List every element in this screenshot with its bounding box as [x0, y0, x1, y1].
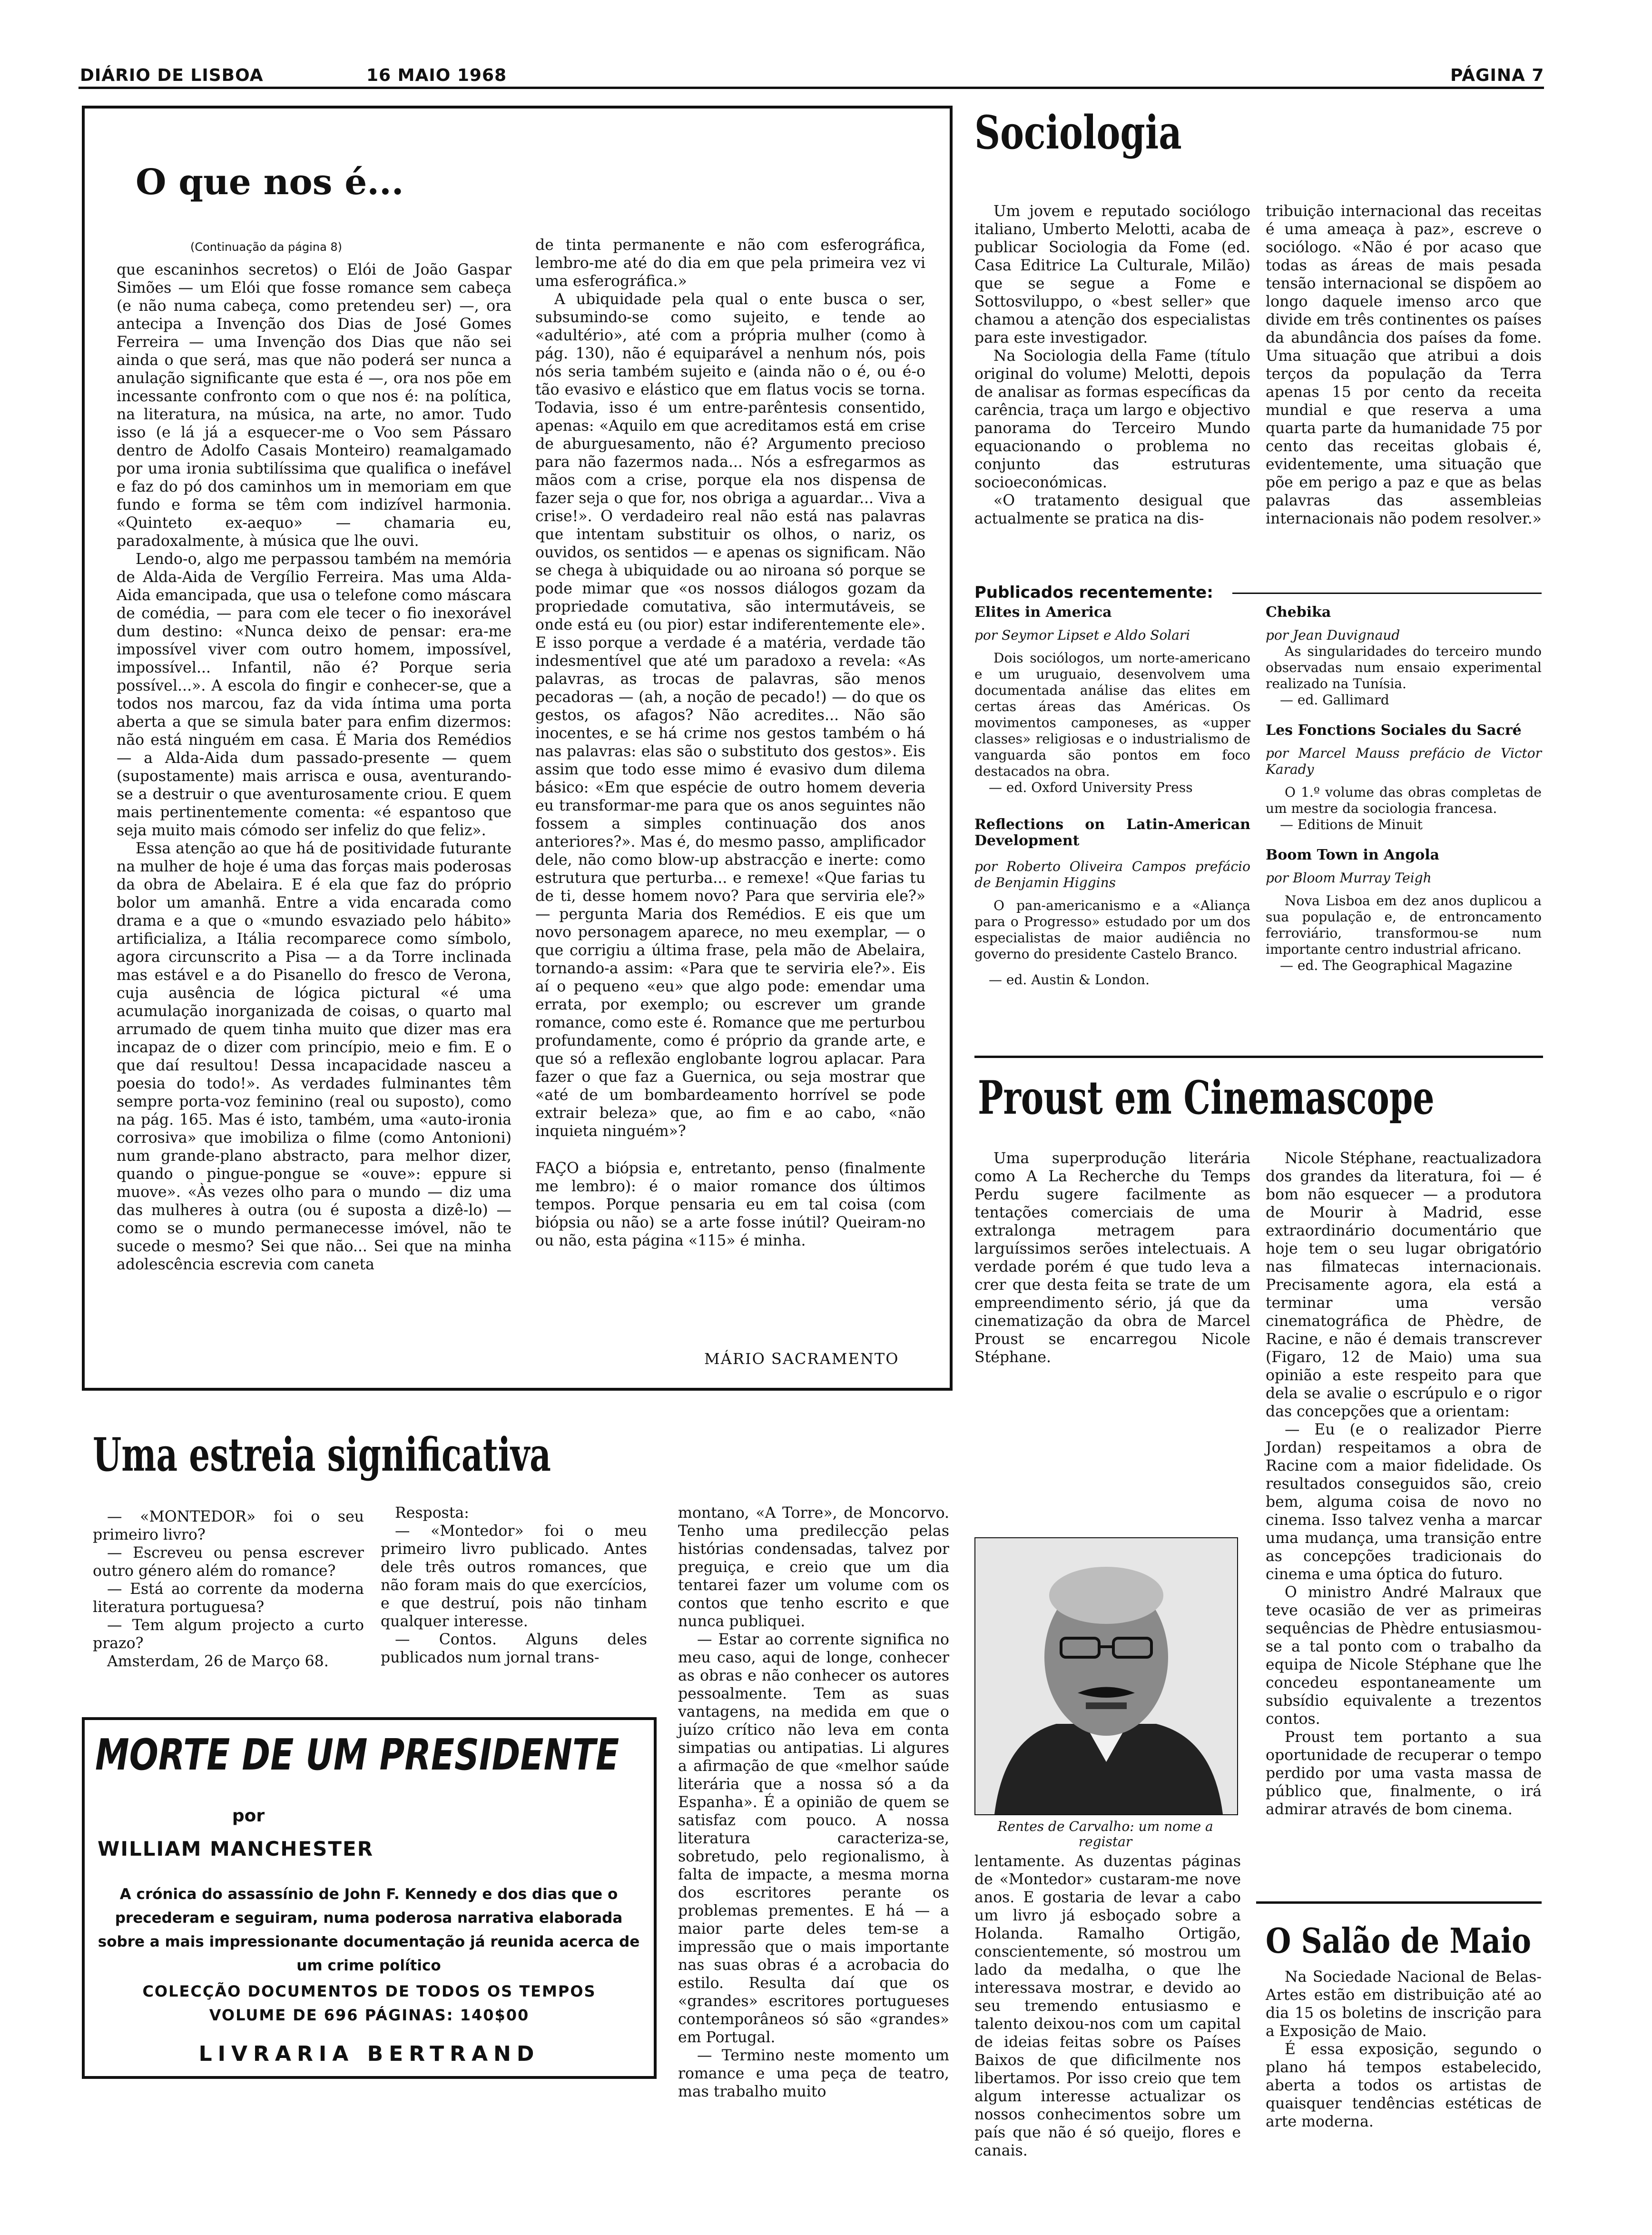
ad-collection: COLECÇÃO DOCUMENTOS DE TODOS OS TEMPOS: [142, 1982, 596, 2000]
estreia-col4: [974, 1852, 1241, 2160]
book-entry: [1266, 722, 1542, 833]
question: — Escreveu ou pensa escrever outro género além do romance?: [93, 1544, 364, 1580]
book-description: O pan-americanismo e a «Aliança para o Progresso» estudado por um dos especialistas de maior audiência no governo do presidente Castelo Branco.: [974, 898, 1250, 962]
header-rule: [79, 87, 1544, 89]
paragraph: Na Sociologia della Fame (título original do volume) Melotti, depois de analisar as formas específicas da carência, traça um largo e objectivo panorama do Terceiro Mundo equacionando o problema no conjunto das estruturas socioeconómicas.: [974, 347, 1250, 491]
section-rule: [1256, 1901, 1542, 1904]
estreia-title: Uma estreia significativa: [93, 1428, 551, 1482]
book-publisher: — ed. The Geographical Magazine: [1280, 958, 1513, 973]
salao-title: O Salão de Maio: [1266, 1920, 1532, 1961]
book-title: Les Fonctions Sociales du Sacré: [1266, 722, 1522, 739]
book-title: Chebika: [1266, 604, 1331, 621]
estreia-col3: [678, 1504, 949, 2101]
book-publisher: — Editions de Minuit: [1280, 817, 1423, 832]
proust-col1: [974, 1149, 1250, 1366]
book-publisher: — ed. Gallimard: [1280, 692, 1389, 708]
portrait-image: [975, 1538, 1237, 1814]
page-number: PÁGINA 7: [1450, 66, 1544, 85]
ad-description: A crónica do assassínio de John F. Kennedy e dos dias que o precederam e seguiram, numa poderosa narrativa elaborada sobre a mais impressionante documentação já reunida acerca de um crime político: [98, 1886, 640, 1974]
books-left-column: [974, 604, 1250, 988]
dateline: Amsterdam, 26 de Março 68.: [107, 1653, 329, 1670]
issue-date: 16 MAIO 1968: [366, 66, 507, 85]
section-rule: [974, 1056, 1543, 1058]
paragraph: Essa atenção ao que há de positividade futurante na mulher de hoje é uma das forças mais poderosas da obra de Abelaira. E é ela que faz do próprio bolor um amanhã. Entre a vida encarada como drama e a que o «mundo esvaziado pelo hábito» artificializa, a Itália recomparece como símbolo, agora circunscrito a Pisa — a da Torre inclinada mas estável e a do Pisanello do fresco de Verona, cuja ausência de lógica pictural «é uma acumulação inorganizada de coisas, o quarto mal arrumado de quem tinha muito que dizer mas era incapaz de o dizer com princípio, meio e fim. E o que daí resultou! Dessa incapacidade nasceu a poesia do todo!». As verdades fulminantes têm sempre porta-voz feminino (real ou suposto), como na pág. 165. Mas é isto, também, uma «auto-ironia corrosiva» que imobiliza o filme (como Antonioni) num grande-plano abstracto, para melhor dizer, quando o pingue-pongue se «ouve»: eppure si muove». «Às vezes olho para o mundo — diz uma das mulheres à outra (ou é suposta a dizê-lo) — como se o mundo permanecesse imóvel, não te sucede o mesmo? Sei que não... Sei que na minha adolescência escrevia com caneta: [117, 840, 511, 1273]
paragraph: O ministro André Malraux que teve ocasião de ver as primeiras sequências de Phèdre entusiasmou-se a tal ponto com o trabalho da equipa de Nicole Stéphane que lhe concedeu espontaneamente um subsídio equivalente a trezentos contos.: [1266, 1584, 1542, 1728]
paragraph: de tinta permanente e não com esferográfica, lembro-me até do dia em que pela primeira vez vi uma esferográfica.»: [535, 237, 925, 290]
main-article-col2: [535, 236, 925, 1250]
ad-title: MORTE DE UM PRESIDENTE: [95, 1730, 620, 1780]
paragraph: — Contos. Alguns deles publicados num jornal trans-: [381, 1631, 647, 1666]
paragraph: FAÇO a biópsia e, entretanto, penso (finalmente me lembro): é o maior romance dos últimos tempos. Porque pensaria eu em tal coisa (com biópsia ou não) se a arte fosse inútil? Queiram-no ou não, esta página «115» é minha.: [535, 1160, 925, 1249]
book-publisher: — ed. Austin & London.: [989, 972, 1150, 988]
published-label: Publicados recentemente:: [974, 583, 1213, 602]
book-author: por Jean Duvignaud: [1266, 627, 1400, 643]
book-entry: [1266, 604, 1542, 708]
book-author: por Roberto Oliveira Campos prefácio de Benjamin Higgins: [974, 859, 1250, 890]
book-entry: [974, 604, 1250, 796]
paragraph: «O tratamento desigual que actualmente se pratica na dis-: [974, 492, 1250, 527]
estreia-col1: [93, 1508, 364, 1671]
salao-column: [1266, 1968, 1542, 2131]
ad-by: por: [232, 1806, 265, 1826]
paragraph: — «Montedor» foi o meu primeiro livro publicado. Antes dele três outros romances, que não foram mais do que exercícios, e que destruí, pois não tinham qualquer interesse.: [381, 1523, 647, 1630]
paragraph: Resposta:: [395, 1504, 469, 1522]
paragraph: Um jovem e reputado sociólogo italiano, Umberto Melotti, acaba de publicar Sociologia da Fome (ed. Casa Editrice La Culturale, Milão) que se segue a Fome e Sottosviluppo, o «best seller» que chamou a atenção dos especialistas para este investigador.: [974, 203, 1250, 346]
book-description: Nova Lisboa em dez anos duplicou a sua população e, de entroncamento ferroviário, transformou-se num importante centro industrial africano.: [1266, 893, 1542, 957]
book-description: O 1.º volume das obras completas de um mestre da sociologia francesa.: [1266, 784, 1542, 816]
paragraph: Nicole Stéphane, reactualizadora dos grandes da literatura, foi — é bom não esquecer — a produtora de Mourir à Madrid, esse extraordinário documentário que hoje tem o seu lugar obrigatório nas filmatecas internacionais. Precisamente agora, ela está a terminar uma versão cinematográfica de Phèdre, de Racine, e não é demais transcrever (Figaro, 12 de Maio) uma sua opinião a este respeito para que dela se avalie o escrúpulo e o rigor das concepções que a orientam:: [1266, 1150, 1542, 1420]
paragraph: Proust tem portanto a sua oportunidade de recuperar o tempo perdido por uma vasta massa de público que, finalmente, o irá admirar através de bom cinema.: [1266, 1729, 1542, 1818]
paragraph: lentamente. As duzentas páginas de «Montedor» custaram-me nove anos. E gostaria de levar a cabo um livro já esboçado sobre a Holanda. Ramalho Ortigão, conscientemente, só mostrou um lado da medalha, o que lhe interessava mostrar, e devido ao seu tremendo entusiasmo e talento deixou-nos com um capital de ideias feitas sobre os Países Baixos de que dificilmente nos libertamos. Por isso creio que tem algum interesse actualizar os nossos conhecimentos sobre um país que não é só queijo, flores e canais.: [974, 1853, 1241, 2159]
proust-col2: [1266, 1149, 1542, 1819]
sociologia-title: Sociologia: [974, 106, 1182, 159]
ad-author: WILLIAM MANCHESTER: [98, 1837, 374, 1860]
photo-caption: Rentes de Carvalho: um nome a registar: [997, 1819, 1213, 1849]
book-entry: [974, 817, 1250, 988]
paragraph: A ubiquidade pela qual o ente busca o ser, subsumindo-se como sujeito, e tende ao «adultério», até com a própria mulher (como à pág. 130), não é equiparável a nenhum nós, pois nós seria também sujeito e (ainda não o é, ou é-o tão evasivo e elástico que em flatus vocis se torna. Todavia, isso é um entre-parêntesis consentido, apenas: «Aquilo em que acreditamos está em crise de aburguesamento, não é? Argumento precioso para não fazermos nada... Nós a esfregarmos as mãos com a crise, porque ela nos dispensa de fazer seja o que for, nos obriga a aguardar... Viva a crise!». O verdadeiro real não está nas palavras que intentam substituir os olhos, o nariz, os ouvidos, os sentidos — e apenas os significam. Não se chega à ubiquidade ou ao niroana só porque se pode mimar que «os nossos diálogos gozam da propriedade comutativa, são intermutáveis, se onde está eu (ou pior) estar indiferentemente ele». E isso porque a verdade é a matéria, verdade tão indesmentível que até um paradoxo a revela: «As palavras, as trocas de palavras, são menos pecadoras — (ah, a noção de pecado!) — do que os gestos, os afagos? Não acredites... Não são inocentes, e se há crime nos gestos também o há nas palavras: elas são o substituto dos gestos». Eis assim que todo esse mimo é evasivo dum dilema básico: «Em que espécie de outro homem deveria eu transformar-me para que os anos seguintes não fossem a simples continuação dos anos anteriores?». Mas é, do mesmo passo, amplificador dele, não como blow-up abstracção e inerte: como estrutura que perturba... e remexe! «Que farias tu de ti, desse homem novo? Para que serviria ele?» — pergunta Maria dos Remédios. E eis que um novo personagem aparece, no meu exemplar, — o que corrigiu a última frase, pela mão de Abelaira, tornando-a assim: «Para que te serviria ele?». Eis aí o pequeno «eu» que algo pode: emendar uma errata, por exemplo; ou escrever um grande romance, como este é. Romance que me perturbou profundamente, como é próprio da grande arte, e que só a reflexão englobante logrou aplacar. Para fazer o que faz a Guernica, ou seja mostrar que «até de um bombardeamento horrível se pode extrair beleza» que, ao fim e ao cabo, «não inquieta ninguém»?: [535, 291, 925, 1140]
paragraph: É essa exposição, segundo o plano há tempos estabelecido, aberta a todos os artistas de quaisquer tendências estéticas de arte moderna.: [1266, 2041, 1542, 2130]
main-article-title: O que nos é...: [136, 162, 404, 203]
ad-bookshop: LIVRARIA BERTRAND: [198, 2042, 540, 2066]
published-rule: [1232, 593, 1542, 594]
sociologia-col2: [1266, 202, 1542, 528]
question: — «MONTEDOR» foi o seu primeiro livro?: [93, 1508, 364, 1543]
book-publisher: — ed. Oxford University Press: [989, 780, 1193, 795]
book-author: por Seymor Lipset e Aldo Solari: [974, 627, 1190, 643]
paper-name: DIÁRIO DE LISBOA: [80, 66, 264, 85]
paragraph: Na Sociedade Nacional de Belas-Artes estão em distribuição até ao dia 15 os boletins de inscrição para a Exposição de Maio.: [1266, 1968, 1542, 2040]
paragraph: — Termino neste momento um romance e uma peça de teatro, mas trabalho muito: [678, 2047, 949, 2100]
book-title: Reflections on Latin-American Development: [974, 816, 1250, 849]
proust-title: Proust em Cinemascope: [978, 1071, 1435, 1125]
paragraph: tribuição internacional das receitas é uma ameaça à paz», escreve o sociólogo. «Não é por acaso que todas as áreas de mais pesada tensão internacional se dispõem ao longo daquele imenso arco que divide em três continentes os países da abundância dos países da fome. Uma situação que atribui a dois terços da população da Terra apenas 15 por cento da receita mundial e que reserva a uma quarta parte da humanidade 75 por cento das receitas globais é, evidentemente, uma situação que põe em perigo a paz e que as belas palavras das assembleias internacionais não podem resolver.»: [1266, 203, 1542, 527]
book-title: Elites in America: [974, 604, 1112, 621]
ad-volume: VOLUME DE 696 PÁGINAS: 140$00: [209, 2006, 530, 2024]
sociologia-col1: [974, 202, 1250, 528]
books-right-column: [1266, 604, 1542, 974]
book-entry: [1266, 847, 1542, 974]
question: — Tem algum projecto a curto prazo?: [93, 1617, 364, 1652]
paragraph: — Estar ao corrente significa no meu caso, aqui de longe, conhecer as obras e não conhecer os autores pessoalmente. Tem as suas vantagens, na medida em que o juízo crítico não leva em conta simpatias ou antipatias. Li algures a afirmação de que «melhor saúde literária que a nossa só a da Espanha». É a opinião de quem se satisfaz com pouco. A nossa literatura caracteriza-se, sobretudo, pelo regionalismo, à falta de impacte, a mesma morna dos escritores perante os problemas prementes. E há — a maior parte deles tem-se a impressão que o mais importante nas suas obras é a acrobacia do estilo. Resulta daí que os «grandes» escritores portugueses contemporâneos só são «grandes» em Portugal.: [678, 1631, 949, 2046]
question: — Está ao corrente da moderna literatura portuguesa?: [93, 1581, 364, 1616]
paragraph: Lendo-o, algo me perpassou também na memória de Alda-Aida de Vergílio Ferreira. Mas uma Alda-Aida emancipada, que usa o telefone como máscara de comédia, — para com ele tecer o fio inexorável dum destino: «Nunca deixo de pensar: era-me impossível viver com outro homem, impossível, impossível... Infantil, não é? Porque seria possível...». A escola do fingir e conhecer-se, que a todos nos marcou, faz da vida íntima uma porta aberta a que se simula bater para enfim dizermos: não está ninguém em casa. É Maria dos Remédios — a Alda-Aida dum passado-presente — quem (supostamente) mais arrisca e ousa, aventurando-se a destruir o que aventurosamente criou. E quem mais pertinentemente comenta: «é espantoso que seja muito mais cómodo ser infeliz do que feliz».: [117, 551, 511, 839]
paragraph: que escaninhos secretos) o Elói de João Gaspar Simões — um Elói que fosse romance sem cabeça (e não numa cabeça, como pretendeu ser) —, ora antecipa a Invenção dos Dias de José Gomes Ferreira — uma Invenção dos Dias que não sei ainda o que será, mas que não poderá ser nunca a anulação significante que esta é —, ora nos põe em incessante confronto com o que nos é: na política, na literatura, na música, na arte, no amor. Tudo isso (e lá já a esquecer-me o Voo sem Pássaro dentro de Adolfo Casais Monteiro) reamalgamado por uma ironia subtilíssima que qualifica o inefável e faz do pó dos caminhos um in memoriam em que fundo e forma se têm com indizível harmonia. «Quinteto ex-aequo» — chamaria eu, paradoxalmente, à música que lhe ouvi.: [117, 261, 511, 550]
book-author: por Bloom Murray Teigh: [1266, 870, 1432, 886]
book-author: por Marcel Mauss prefácio de Victor Karady: [1266, 745, 1542, 777]
continuation-note: (Continuação da página 8): [190, 240, 343, 254]
paragraph: Uma superprodução literária como A La Recherche du Temps Perdu sugere facilmente as tentações comerciais de uma extralonga metragem para larguíssimos serões intelectuais. A verdade porém é que tudo leva a crer que desta feita se trate de um empreendimento sério, já que da cinematização da obra de Marcel Proust se encarregou Nicole Stéphane.: [974, 1150, 1250, 1366]
estreia-col2: [381, 1504, 647, 1667]
book-description: Dois sociólogos, um norte-americano e um uruguaio, desenvolvem uma documentada análise das elites em certas áreas das Américas. Os movimentos camponeses, as «upper classes» religiosas e o industrialismo de vanguarda são pontos em foco destacados na obra.: [974, 650, 1250, 779]
author-photo: [974, 1537, 1238, 1815]
paragraph: — Eu (e o realizador Pierre Jordan) respeitamos a obra de Racine com a maior fidelidade. Os resultados conseguidos são, creio bem, alguma coisa de novo no cinema. Isso talvez venha a marcar uma mudança, uma transição entre as concepções tradicionais do cinema e uma óptica do futuro.: [1266, 1421, 1542, 1583]
main-article-col1: [117, 261, 511, 1274]
book-description: As singularidades do terceiro mundo observadas num ensaio experimental realizado na Tunísia.: [1266, 643, 1542, 692]
main-article-signature: MÁRIO SACRAMENTO: [704, 1350, 899, 1368]
book-title: Boom Town in Angola: [1266, 847, 1440, 863]
paragraph: montano, «A Torre», de Moncorvo. Tenho uma predilecção pelas histórias condensadas, talvez por preguiça, e creio que um dia tentarei fazer um volume com os contos que tenho escrito e que nunca publiquei.: [678, 1504, 949, 1630]
